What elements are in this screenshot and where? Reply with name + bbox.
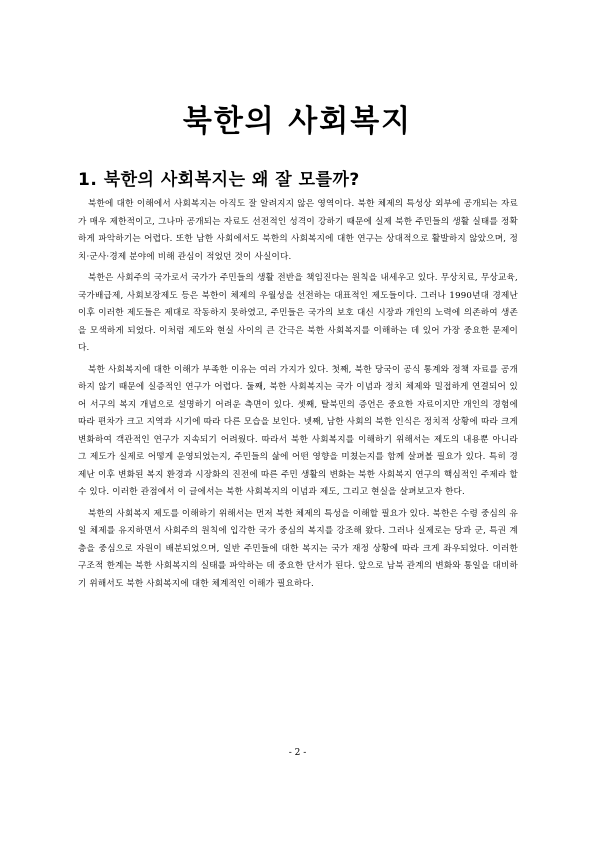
body-text [78,196,518,597]
paragraph: 북한의 사회복지 제도를 이해하기 위해서는 먼저 북한 체제의 특성을 이해할 필요가 있다. 북한은 수령 중심의 유일 체제를 유지하면서 사회주의 원칙에 입각한 국가 중심의 복지를 강조해 왔다. 그러나 실제로는 당과 군, 특권 계층을 중심으로 자원이 배분되었으며, 일반 주민들에 대한 복지는 국가 재정 상황에 따라 크게 좌우되었다. 이러한 구조적 한계는 북한 사회복지의 실태를 파악하는 데 중요한 단서가 된다. 앞으로 남북 관계의 변화와 통일을 대비하기 위해서도 북한 사회복지에 대한 체계적인 이해가 필요하다. [78,508,518,589]
page-number: - 2 - [288,748,307,758]
page-title: 북한의 사회복지 [182,104,413,139]
paragraph: 북한은 사회주의 국가로서 국가가 주민들의 생활 전반을 책임진다는 원칙을 내세우고 있다. 무상치료, 무상교육, 국가배급제, 사회보장제도 등은 북한이 체제의 우월성을 선전하는 대표적인 제도들이다. 그러나 1990년대 경제난 이후 이러한 제도들은 제대로 작동하지 못하였고, 주민들은 국가의 보호 대신 시장과 개인의 노력에 의존하여 생존을 모색하게 되었다. 이처럼 제도와 현실 사이의 큰 간극은 북한 사회복지를 이해하는 데 있어 가장 중요한 문제이다. [78,273,518,353]
paragraph: 북한에 대한 이해에서 사회복지는 아직도 잘 알려지지 않은 영역이다. 북한 체제의 특성상 외부에 공개되는 자료가 매우 제한적이고, 그나마 공개되는 자료도 선전적인 성격이 강하기 때문에 실제 북한 주민들의 생활 실태를 정확하게 파악하기는 어렵다. 또한 남한 사회에서도 북한의 사회복지에 대한 연구는 상대적으로 활발하지 않았으며, 정치·군사·경제 분야에 비해 관심이 적었던 것이 사실이다. [78,199,518,262]
section-heading: 1. 북한의 사회복지는 왜 잘 모를까? [78,170,360,190]
paragraph: 북한 사회복지에 대한 이해가 부족한 이유는 여러 가지가 있다. 첫째, 북한 당국이 공식 통계와 정책 자료를 공개하지 않기 때문에 실증적인 연구가 어렵다. 둘째, 북한 사회복지는 국가 이념과 정치 체제와 밀접하게 연결되어 있어 서구의 복지 개념으로 설명하기 어려운 측면이 있다. 셋째, 탈북민의 증언은 중요한 자료이지만 개인의 경험에 따라 편차가 크고 지역과 시기에 따라 다른 모습을 보인다. 넷째, 남한 사회의 북한 인식은 정치적 상황에 따라 크게 변화하여 객관적인 연구가 지속되기 어려웠다. 따라서 북한 사회복지를 이해하기 위해서는 제도의 내용뿐 아니라 그 제도가 실제로 어떻게 운영되었는지, 주민들의 삶에 어떤 영향을 미쳤는지를 함께 살펴볼 필요가 있다. 특히 경제난 이후 변화된 복지 환경과 시장화의 진전에 따른 주민 생활의 변화는 북한 사회복지 연구의 핵심적인 주제라 할 수 있다. 이러한 관점에서 이 글에서는 북한 사회복지의 이념과 제도, 그리고 현실을 살펴보고자 한다. [78,364,518,497]
